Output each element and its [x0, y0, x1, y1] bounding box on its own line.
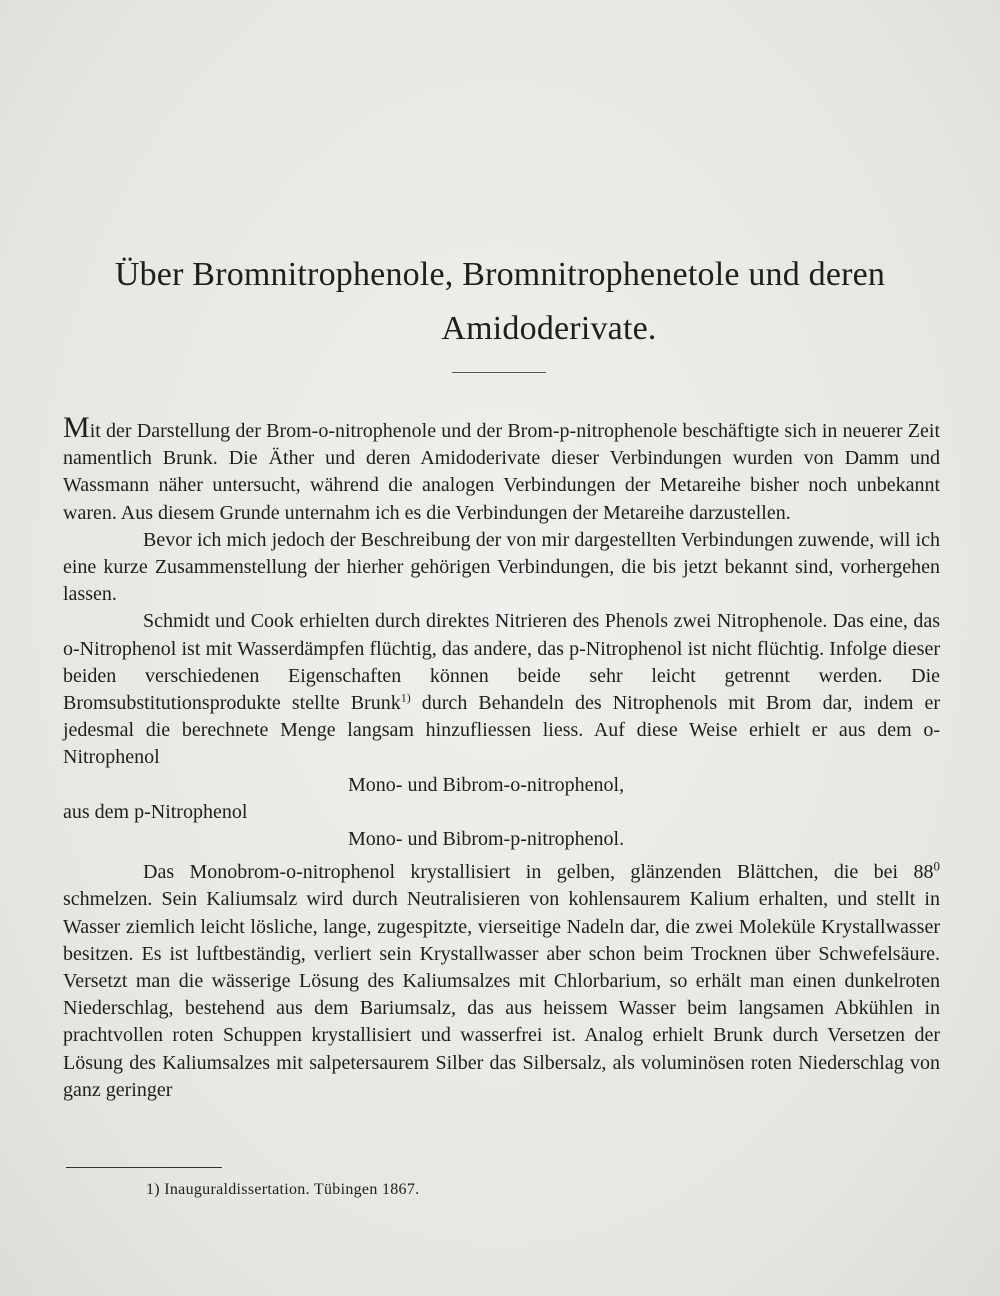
- paragraph-monobrom-text-a: Das Monobrom-o-nitrophenol krystallisiert in gelben, glänzenden Blättchen, die bei 88: [143, 861, 934, 884]
- paragraph-intro: [63, 411, 940, 527]
- title-line-1: Über Bromnitrophenole, Bromnitrophenetole und deren: [114, 256, 886, 293]
- compound-line-1: Mono- und Bibrom-o-nitrophenol,: [348, 773, 625, 796]
- page-title: [60, 248, 940, 356]
- title-divider: [452, 372, 546, 373]
- paragraph-history: [63, 608, 940, 771]
- footnote-text: Inauguraldissertation. Tübingen 1867.: [159, 1181, 420, 1198]
- paragraph-overview: Bevor ich mich jedoch der Beschreibung der von mir dargestellten Verbindungen zuwende, will ich eine kurze Zusammenstellung der hierher gehörigen Verbindungen, die bis jetzt bekannt sind, vorhergehen lassen.: [63, 528, 940, 606]
- compound-line-2: Mono- und Bibrom-p-nitrophenol.: [348, 828, 625, 851]
- footnote-reference: 1): [400, 690, 411, 705]
- body-text: [63, 411, 941, 1104]
- paragraph-history-text-a: Schmidt und Cook erhielten durch direktes Nitrieren des Phenols zwei Nitrophenole. Das eine, das o-Nitrophenol ist mit Wasserdämpfen flüchtig, das andere, das p-Nitrophenol ist nicht flüchtig. Infolge dieser beiden verschiedenen Eigenschaften können beide sehr leicht getrennt werden. Die Bromsubstitutionsprodukte stellte Brunk: [63, 610, 940, 715]
- drop-cap: M: [63, 411, 90, 444]
- title-line-2: Amidoderivate.: [441, 310, 657, 347]
- paragraph-monobrom-text-b: schmelzen. Sein Kaliumsalz wird durch Neutralisieren von kohlensaurem Kalium erhalten, und stellt in Wasser ziemlich leicht lösliche, lange, zugespitzte, vierseitige Nadeln dar, die zwei Moleküle Krystallwasser besitzen. Es ist luftbeständig, verliert sein Krystallwasser aber schon beim Trocknen über Schwefelsäure. Versetzt man die wässerige Lösung des Kaliumsalzes mit Chlorbarium, so erhält man einen dunkelroten Niederschlag, bestehend aus dem Bariumsalz, das aus heissem Wasser beim langsamen Abkühlen in prachtvollen roten Schuppen krystallisiert und wasserfrei ist. Analog erhielt Brunk durch Versetzen der Lösung des Kaliumsalzes mit salpetersaurem Silber das Silbersalz, als voluminösen roten Niederschlag von ganz geringer: [63, 888, 940, 1101]
- footnote: [146, 1179, 419, 1201]
- paragraph-history-text-b: durch Behandeln des Nitrophenols mit Brom dar, indem er jedesmal die berechnete Menge langsam hinzufliessen liess. Auf diese Weise erhielt er aus dem o-Nitrophenol: [63, 692, 941, 769]
- degree-mark: 0: [933, 858, 940, 874]
- footnote-marker: 1): [146, 1181, 160, 1198]
- paragraph-intro-text: it der Darstellung der Brom-o-nitrophenole und der Brom-p-nitrophenole beschäftigte sich in neuerer Zeit namentlich Brunk. Die Äther und deren Amidoderivate dieser Verbindungen wurden von Damm und Wassmann näher untersucht, während die analogen Verbindungen der Metareihe bisher noch unbekannt waren. Aus diesem Grunde unternahm ich es die Verbindungen der Metareihe darzustellen.: [63, 420, 940, 524]
- source-line: aus dem p-Nitrophenol: [63, 800, 248, 823]
- footnote-divider: [66, 1167, 222, 1168]
- paragraph-monobrom: [63, 859, 940, 1104]
